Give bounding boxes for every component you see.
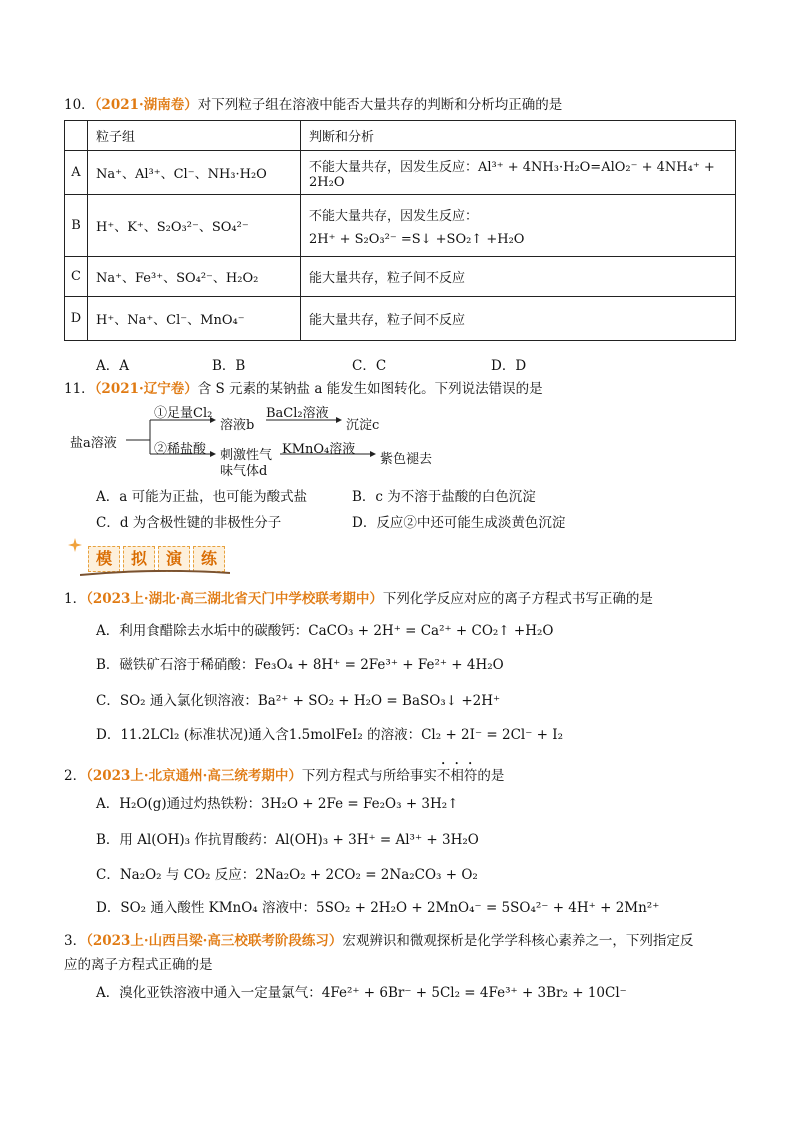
q10-stem: 对下列粒子组在溶液中能否大量共存的判断和分析均正确的是 (197, 97, 563, 113)
p3-stem: 宏观辨识和微观探析是化学学科核心素养之一，下列指定反 (342, 933, 694, 949)
p1-source: （2023上·湖北·高三湖北省天门中学校联考期中） (86, 591, 383, 607)
q11-step2: ②稀盐酸 (154, 442, 207, 457)
q11-option-b: B．c 为不溶于盐酸的白色沉淀 (352, 489, 536, 505)
q10-header-row (65, 121, 736, 151)
p1-option-d: D．11.2LCl₂ (标准状况)通入含1.5molFeI₂ 的溶液：Cl₂ + 2I⁻ = 2Cl⁻ + I₂ (96, 727, 563, 743)
q11-gas-d-1: 刺激性气 (220, 448, 273, 463)
q10-row-b: B H⁺、K⁺、S₂O₃²⁻、SO₄²⁻ 不能大量共存，因发生反应： 2H⁺ + S₂O₃²⁻ =S↓ +SO₂↑ +H₂O (65, 195, 736, 257)
q10-source: （2021·湖南卷） (94, 97, 198, 113)
p1-option-c: C．SO₂ 通入氯化钡溶液：Ba²⁺ + SO₂ + H₂O = BaSO₃↓ +2H⁺ (96, 693, 501, 709)
banner-char-2: 拟 (123, 546, 155, 572)
q10-option-d: D．D (491, 358, 527, 374)
p3-stem-line (64, 932, 693, 950)
p2-stem-line (64, 760, 504, 785)
banner-swoosh-icon (80, 570, 230, 576)
q10-header-particles: 粒子组 (88, 121, 301, 151)
p2-stem-dotted: 不相符 (436, 768, 478, 784)
q10-header-analysis: 判断和分析 (301, 121, 736, 151)
p1-number: 1． (64, 591, 87, 607)
p2-option-a: A．H₂O(g)通过灼热铁粉：3H₂O + 2Fe = Fe₂O₃ + 3H₂↑ (96, 796, 459, 812)
p3-option-a: A．溴化亚铁溶液中通入一定量氯气：4Fe²⁺ + 6Br⁻ + 5Cl₂ = 4Fe³⁺ + 3Br₂ + 10Cl⁻ (96, 985, 627, 1001)
p2-stem-pre: 下列方程式与所给事实 (301, 768, 437, 784)
q11-number: 11． (64, 381, 95, 397)
q10-option-b: B．B (212, 358, 246, 374)
section-banner (80, 542, 230, 576)
banner-char-3: 演 (158, 546, 190, 572)
q10-row-c: C Na⁺、Fe³⁺、SO₄²⁻、H₂O₂ 能大量共存，粒子间不反应 (65, 257, 736, 297)
p1-option-b: B．磁铁矿石溶于稀硝酸：Fe₃O₄ + 8H⁺ = 2Fe³⁺ + Fe²⁺ + 4H₂O (96, 657, 504, 673)
q10-table (64, 120, 736, 341)
q10-option-a: A．A (96, 358, 129, 374)
q11-option-a: A．a 可能为正盐，也可能为酸式盐 (96, 489, 308, 505)
q11-gas-d-2: 味气体d (220, 464, 268, 479)
q11-reagent-d: KMnO₄溶液 (282, 442, 356, 457)
q11-result-d: 紫色褪去 (380, 452, 433, 467)
q11-step1: ①足量Cl₂ (154, 406, 213, 421)
p2-option-c: C．Na₂O₂ 与 CO₂ 反应：2Na₂O₂ + 2CO₂ = 2Na₂CO₃ + O₂ (96, 867, 478, 883)
q11-reagent-b: BaCl₂溶液 (266, 406, 329, 421)
q10-row-a: A Na⁺、Al³⁺、Cl⁻、NH₃·H₂O 不能大量共存，因发生反应：Al³⁺ + 4NH₃·H₂O=AlO₂⁻ + 4NH₄⁺ + 2H₂O (65, 151, 736, 195)
q11-start: 盐a溶液 (70, 436, 117, 451)
sparkle-icon (68, 538, 82, 552)
p2-option-d: D．SO₂ 通入酸性 KMnO₄ 溶液中：5SO₂ + 2H₂O + 2MnO₄⁻ = 5SO₄²⁻ + 4H⁺ + 2Mn²⁺ (96, 900, 660, 916)
q11-option-d: D．反应②中还可能生成淡黄色沉淀 (352, 515, 566, 531)
banner-char-4: 练 (193, 546, 225, 572)
q10-option-c: C．C (352, 358, 387, 374)
banner-char-1: 模 (88, 546, 120, 572)
p1-option-a: A．利用食醋除去水垢中的碳酸钙：CaCO₃ + 2H⁺ = Ca²⁺ + CO₂↑ +H₂O (96, 623, 554, 639)
q11-stem: 含 S 元素的某钠盐 a 能发生如图转化。下列说法错误的是 (197, 381, 543, 397)
q11-stem-line (64, 380, 543, 398)
q11-sol-b: 溶液b (220, 418, 255, 433)
q11-diagram (70, 402, 490, 482)
p1-stem-line (64, 590, 653, 608)
p2-number: 2． (64, 768, 87, 784)
p3-number: 3． (64, 933, 87, 949)
q10-number: 10． (64, 97, 95, 113)
p2-stem-post: 的是 (477, 768, 505, 784)
banner-tiles (88, 546, 225, 572)
q11-source: （2021·辽宁卷） (94, 381, 198, 397)
p2-source: （2023上·北京通州·高三统考期中） (86, 768, 302, 784)
q10-row-d: D H⁺、Na⁺、Cl⁻、MnO₄⁻ 能大量共存，粒子间不反应 (65, 297, 736, 341)
p1-stem: 下列化学反应对应的离子方程式书写正确的是 (382, 591, 653, 607)
q11-ppt-c: 沉淀c (346, 418, 380, 433)
p3-source: （2023上·山西吕梁·高三校联考阶段练习） (86, 933, 343, 949)
q11-option-c: C．d 为含极性键的非极性分子 (96, 515, 282, 531)
p2-option-b: B．用 Al(OH)₃ 作抗胃酸药：Al(OH)₃ + 3H⁺ = Al³⁺ + 3H₂O (96, 832, 479, 848)
p3-stem-line-2: 应的离子方程式正确的是 (64, 957, 213, 973)
q10-stem-line (64, 96, 562, 114)
